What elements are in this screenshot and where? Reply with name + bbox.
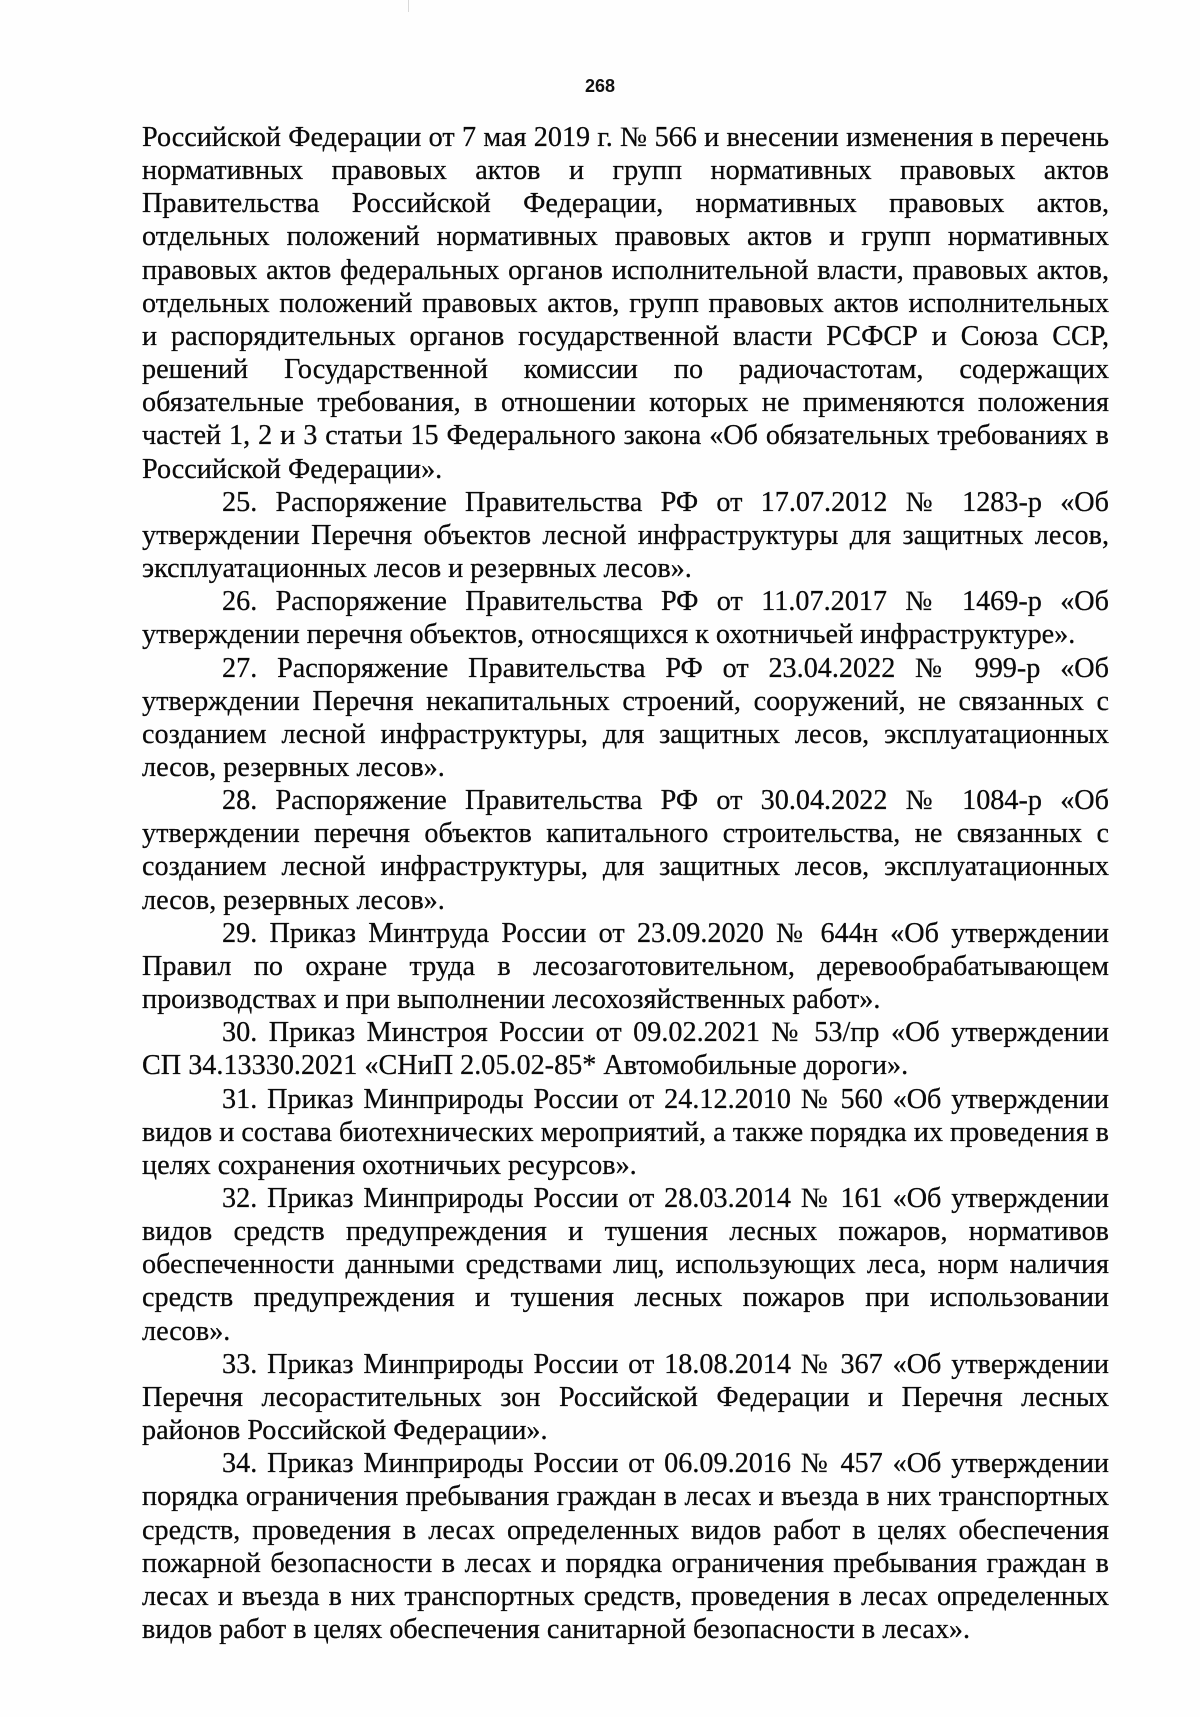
list-item — [142, 1348, 1109, 1447]
item-number: 33. — [222, 1348, 258, 1380]
item-text: Приказ Минприроды России от 18.08.2014 № 367 «Об утверждении Перечня лесорастительных зон Российской Федерации и Перечня лесных районов Российской Федерации». — [142, 1348, 1110, 1447]
item-text: Распоряжение Правительства РФ от 17.07.2012 № 1283-р «Об утверждении Перечня объектов лесной инфраструктуры для защитных лесов, эксплуатационных лесов и резервных лесов». — [142, 486, 1109, 585]
item-text: Приказ Минприроды России от 28.03.2014 № 161 «Об утверждении видов средств предупреждения и тушения лесных пожаров, нормативов обеспеченности данными средствами лиц, использующих леса, норм наличия средств предупреждения и тушения лесных пожаров при использовании лесов». — [142, 1183, 1110, 1347]
list-item — [142, 585, 1109, 651]
item-number: 26. — [222, 586, 258, 618]
item-number: 31. — [222, 1083, 258, 1115]
item-text: Приказ Минприроды России от 06.09.2016 № 457 «Об утверждении порядка ограничения пребывания граждан в лесах и въезда в них транспортных средств, проведения в лесах определенных видов работ в целях обеспечения пожарной безопасности в лесах и порядка ограничения пребывания граждан в лесах и въезда в них транспортных средств, проведения в лесах определенных видов работ в целях обеспечения санитарной безопасности в лесах». — [142, 1448, 1110, 1646]
document-body — [142, 121, 1109, 1646]
list-item — [142, 784, 1109, 917]
page-number: 268 — [584, 76, 616, 96]
list-item — [142, 917, 1109, 1016]
list-item — [142, 1083, 1109, 1182]
list-item — [142, 1182, 1109, 1348]
scan-mark — [408, 0, 409, 12]
item-number: 34. — [222, 1448, 258, 1480]
item-number: 30. — [222, 1017, 258, 1049]
list-item — [142, 486, 1109, 585]
item-text: Распоряжение Правительства РФ от 30.04.2022 № 1084-р «Об утверждении перечня объектов капитального строительства, не связанных с созданием лесной инфраструктуры, для защитных лесов, эксплуатационных лесов, резервных лесов». — [142, 785, 1109, 916]
item-text: Приказ Минстроя России от 09.02.2021 № 53/пр «Об утверждении СП 34.13330.2021 «СНиП 2.05.02-85* Автомобильные дороги». — [142, 1017, 1110, 1082]
item-number: 27. — [222, 652, 258, 684]
item-text: Распоряжение Правительства РФ от 11.07.2017 № 1469-р «Об утверждении перечня объектов, относящихся к охотничьей инфраструктуре». — [142, 586, 1109, 651]
item-number: 28. — [222, 785, 258, 817]
item-number: 29. — [222, 917, 258, 949]
item-number: 25. — [222, 486, 258, 518]
item-text: Распоряжение Правительства РФ от 23.04.2022 № 999-р «Об утверждении Перечня некапитальных строений, сооружений, не связанных с созданием лесной инфраструктуры, для защитных лесов, эксплуатационных лесов, резервных лесов». — [142, 652, 1109, 783]
list-item — [142, 652, 1109, 785]
item-text: Приказ Минприроды России от 24.12.2010 № 560 «Об утверждении видов и состава биотехнических мероприятий, а также порядка их проведения в целях сохранения охотничьих ресурсов». — [142, 1083, 1110, 1181]
item-number: 32. — [222, 1183, 258, 1214]
item-text: Приказ Минтруда России от 23.09.2020 № 644н «Об утверждении Правил по охране труда в лесозаготовительном, деревообрабатывающем производствах и при выполнении лесохозяйственных работ». — [142, 917, 1110, 1016]
continuation-paragraph: Российской Федерации от 7 мая 2019 г. № 566 и внесении изменения в перечень нормативных правовых актов и групп нормативных правовых актов Правительства Российской Федерации, нормативных правовых актов, отдельных положений нормативных правовых актов и групп нормативных правовых актов федеральных органов исполнительной власти, правовых актов, отдельных положений правовых актов, групп правовых актов исполнительных и распорядительных органов государственной власти РСФСР и Союза ССР, решений Государственной комиссии по радиочастотам, содержащих обязательные требования, в отношении которых не применяются положения частей 1, 2 и 3 статьи 15 Федерального закона «Об обязательных требованиях в Российской Федерации». — [142, 122, 1109, 485]
list-item — [142, 1447, 1109, 1646]
list-item — [142, 1016, 1109, 1082]
